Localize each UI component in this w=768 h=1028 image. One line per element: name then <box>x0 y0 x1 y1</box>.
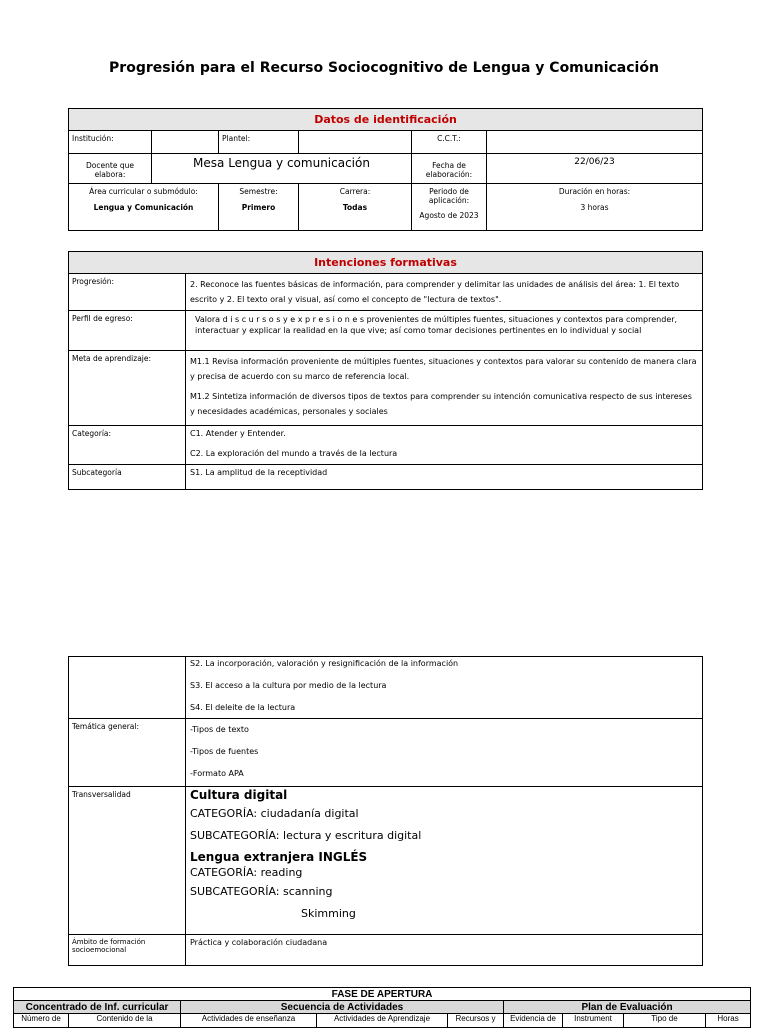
apertura-group-2: Secuencia de Actividades <box>181 1001 504 1014</box>
perfil-value-spaced: Valora d i s c u r s o s y e x p r e s i o n e s <box>195 315 365 324</box>
semestre-value: Primero <box>241 203 276 212</box>
area-value: Lengua y Comunicación <box>93 203 194 212</box>
area-label: Área curricular o submódulo: <box>89 187 198 196</box>
meta-2: M1.2 Sintetiza información de diversos tipos de textos para comprender su intención comunicativa respecto de sus intereses y necesidades académicas, personales y sociales <box>190 392 692 416</box>
intenciones-header: Intenciones formativas <box>69 252 703 274</box>
subcategoria-cont-label <box>69 657 186 719</box>
plantel-label: Plantel: <box>219 131 299 154</box>
subcategoria-3: S3. El acceso a la cultura por medio de la lectura <box>190 681 387 690</box>
duracion-value: 3 horas <box>580 203 609 212</box>
institucion-value <box>152 131 219 154</box>
categoria-1: C1. Atender y Entender. <box>190 429 286 438</box>
cultura-title: Cultura digital <box>190 788 288 802</box>
perfil-value <box>186 311 703 351</box>
ingles-categoria: CATEGORÍA: reading <box>190 866 303 879</box>
perfil-value-rest: provenientes de múltiples fuentes, situaciones y contextos para comprender, interactuar y explicar la realidad en la que vive; así como tomar decisiones pertinentes en lo individual y social <box>195 315 678 335</box>
subcategoria-label: Subcategoría <box>69 465 186 490</box>
duracion-cell <box>487 184 703 231</box>
perfil-label: Perfil de egreso: <box>69 311 186 351</box>
ambito-label: Ámbito de formación socioemocional <box>69 935 186 966</box>
subcategoria-cont-value <box>186 657 703 719</box>
tematica-2: -Tipos de fuentes <box>190 747 259 756</box>
apertura-col: Tipo de <box>624 1014 706 1028</box>
apertura-col: Instrument <box>563 1014 624 1028</box>
carrera-label: Carrera: <box>339 187 371 196</box>
cultura-subcategoria: SUBCATEGORÍA: lectura y escritura digital <box>190 829 422 842</box>
ingles-subcategoria: SUBCATEGORÍA: scanning <box>190 885 333 898</box>
apertura-title: FASE DE APERTURA <box>14 988 751 1001</box>
apertura-col: Recursos y <box>448 1014 504 1028</box>
transversalidad-label: Transversalidad <box>69 787 186 935</box>
tematica-1: -Tipos de texto <box>190 725 249 734</box>
progresion-label: Progresión: <box>69 274 186 311</box>
subcategoria-2: S2. La incorporación, valoración y resignificación de la información <box>190 659 459 668</box>
carrera-value: Todas <box>342 203 368 212</box>
cct-label: C.C.T.: <box>412 131 487 154</box>
apertura-table <box>13 987 751 1028</box>
identification-header: Datos de identificación <box>69 109 703 131</box>
apertura-group-3: Plan de Evaluación <box>504 1001 751 1014</box>
periodo-cell <box>412 184 487 231</box>
periodo-label: Periodo de aplicación: <box>428 187 470 205</box>
docente-value: Mesa Lengua y comunicación <box>152 154 412 184</box>
apertura-col: Evidencia de <box>504 1014 563 1028</box>
meta-label: Meta de aprendizaje: <box>69 351 186 426</box>
continuacion-table <box>68 656 703 966</box>
fecha-value: 22/06/23 <box>487 154 703 184</box>
ambito-value: Práctica y colaboración ciudadana <box>186 935 703 966</box>
meta-1: M1.1 Revisa información proveniente de múltiples fuentes, situaciones y contextos para valorar su contenido de manera clara y precisa de acuerdo con su marco de referencia local. <box>190 357 697 381</box>
identification-table <box>68 108 703 231</box>
meta-value <box>186 351 703 426</box>
area-cell <box>69 184 219 231</box>
page-title: Progresión para el Recurso Sociocognitivo de Lengua y Comunicación <box>109 60 659 76</box>
intenciones-table <box>68 251 703 490</box>
subcategoria-1: S1. La amplitud de la receptividad <box>186 465 703 490</box>
transversalidad-value <box>186 787 703 935</box>
tematica-3: -Formato APA <box>190 769 244 778</box>
tematica-label: Temática general: <box>69 719 186 787</box>
subcategoria-4: S4. El deleite de la lectura <box>190 703 296 712</box>
duracion-label: Duración en horas: <box>558 187 631 196</box>
plantel-value <box>299 131 412 154</box>
semestre-label: Semestre: <box>239 187 278 196</box>
apertura-col: Actividades de enseñanza <box>181 1014 317 1028</box>
categoria-label: Categoría: <box>69 426 186 465</box>
progresion-value: 2. Reconoce las fuentes básicas de información, para comprender y delimitar las unidades de análisis del área: 1. El texto escrito y 2. El texto oral y visual, así como el concepto de "lectura de textos". <box>186 274 703 311</box>
cct-value <box>487 131 703 154</box>
institucion-label: Institución: <box>69 131 152 154</box>
periodo-value: Agosto de 2023 <box>419 211 479 220</box>
apertura-col: Contenido de la <box>69 1014 181 1028</box>
docente-label: Docente que elabora: <box>69 154 152 184</box>
apertura-group-1: Concentrado de Inf. curricular <box>14 1001 181 1014</box>
categoria-2: C2. La exploración del mundo a través de la lectura <box>190 449 398 458</box>
categoria-value <box>186 426 703 465</box>
tematica-value <box>186 719 703 787</box>
fecha-label: Fecha de elaboración: <box>412 154 487 184</box>
ingles-subcategoria-2: Skimming <box>301 907 356 920</box>
semestre-cell <box>219 184 299 231</box>
apertura-col: Horas <box>706 1014 751 1028</box>
ingles-title: Lengua extranjera INGLÉS <box>190 850 368 864</box>
apertura-col: Actividades de Aprendizaje <box>317 1014 448 1028</box>
carrera-cell <box>299 184 412 231</box>
cultura-categoria: CATEGORÍA: ciudadanía digital <box>190 807 359 820</box>
apertura-col: Número de <box>14 1014 69 1028</box>
